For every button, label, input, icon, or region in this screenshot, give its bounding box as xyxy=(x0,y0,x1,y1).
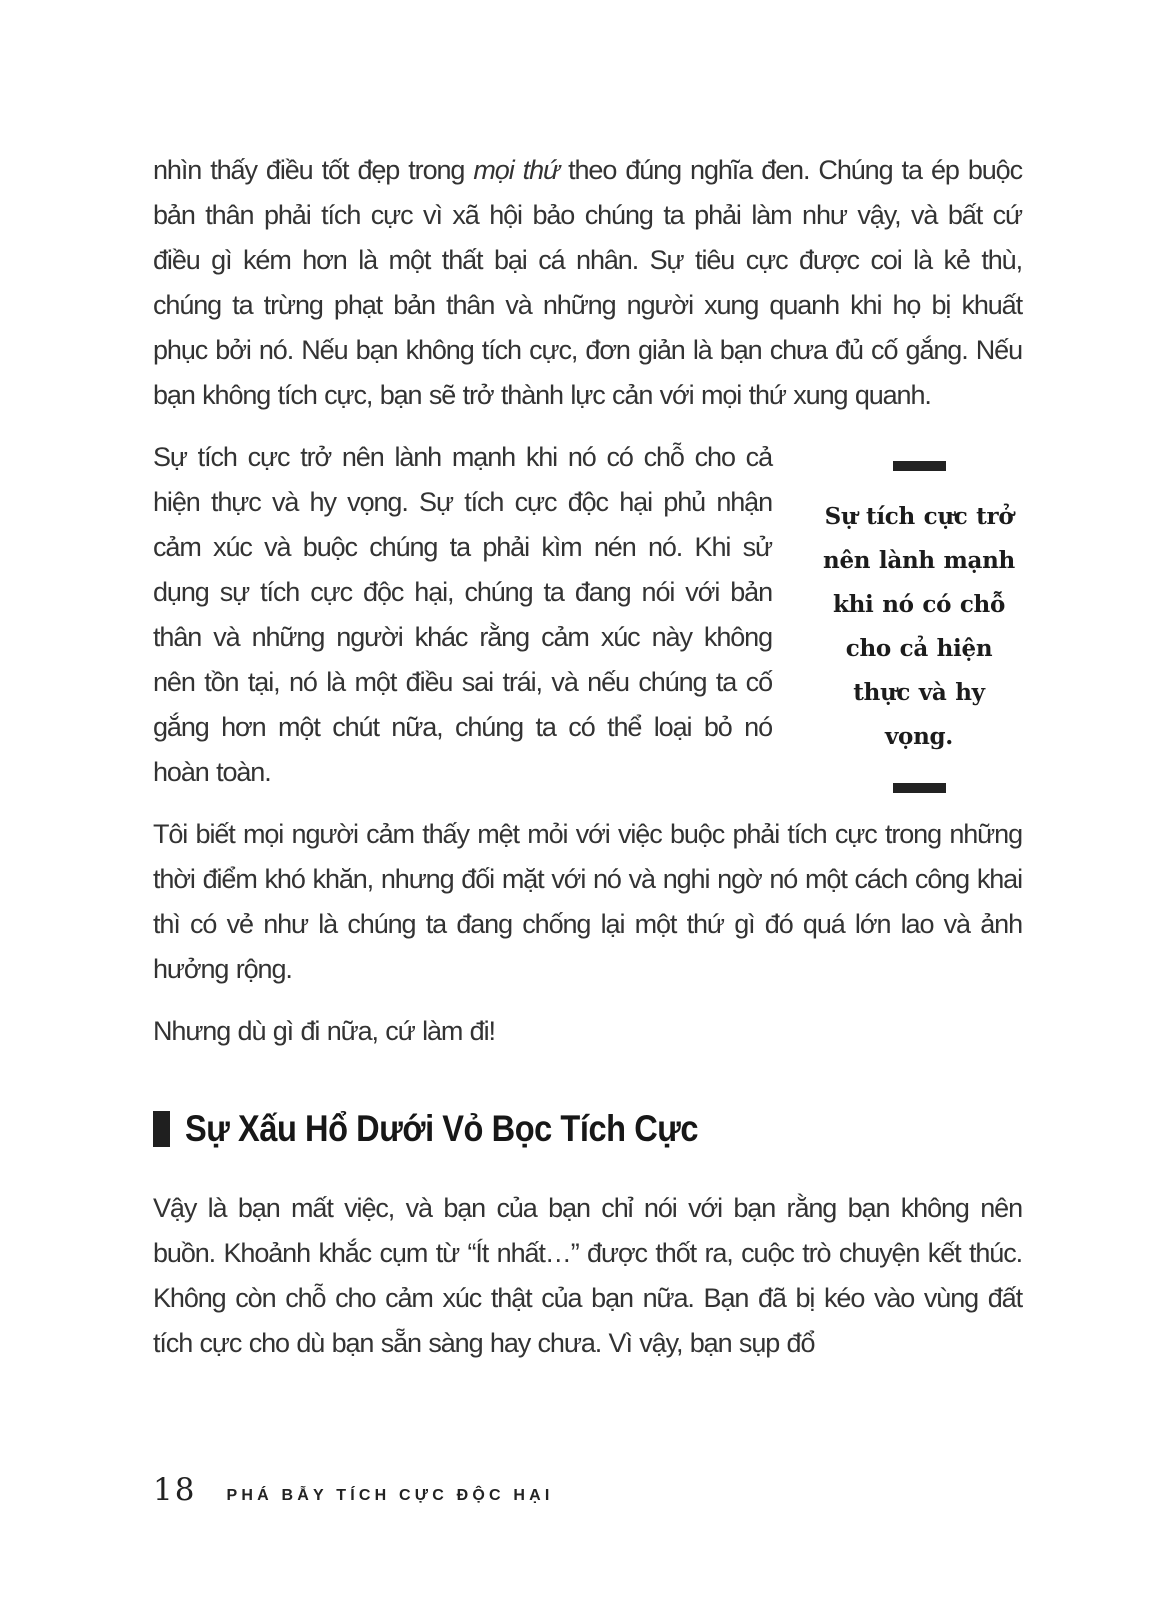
section-heading-text: Sự Xấu Hổ Dưới Vỏ Bọc Tích Cực xyxy=(185,1108,699,1149)
paragraph-4: Nhưng dù gì đi nữa, cứ làm đi! xyxy=(153,1016,495,1046)
paragraph-1-italic-phrase: mọi thứ xyxy=(473,155,560,185)
heading-marker-block xyxy=(153,1111,170,1147)
paragraph-1 xyxy=(153,148,1022,418)
paragraph-1-text-before: nhìn thấy điều tốt đẹp trong xyxy=(153,155,474,185)
paragraph-2-text: Sự tích cực trở nên lành mạnh khi nó có chỗ cho cả hiện thực và hy vọng. Sự tích cực độc hại phủ nhận cảm xúc và buộc chúng ta phải kìm nén nó. Khi sử dụng sự tích cực độc hại, chúng ta đang nói với bản thân và những người khác rằng cảm xúc này không nên tồn tại, nó là một điều sai trái, và nếu chúng ta cố gắng hơn một chút nữa, chúng ta có thể loại bỏ nó hoàn toàn. xyxy=(153,442,772,787)
page-number: 18 xyxy=(153,1472,197,1508)
paragraph-5: Vậy là bạn mất việc, và bạn của bạn chỉ nói với bạn rằng bạn không nên buồn. Khoảnh khắc cụm từ “Ít nhất…” được thốt ra, cuộc trò chuyện kết thúc. Không còn chỗ cho cảm xúc thật của bạn nữa. Bạn đã bị kéo vào vùng đất tích cực cho dù bạn sẵn sàng hay chưa. Vì vậy, bạn sụp đổ xyxy=(153,1193,1022,1358)
pull-quote xyxy=(816,461,1022,793)
section-heading xyxy=(153,1108,1022,1150)
paragraph-3: Tôi biết mọi người cảm thấy mệt mỏi với việc buộc phải tích cực trong những thời điểm khó khăn, nhưng đối mặt với nó và nghi ngờ nó một cách công khai thì có vẻ như là chúng ta đang chống lại một thứ gì đó quá lớn lao và ảnh hưởng rộng. xyxy=(153,819,1022,984)
pull-quote-top-rule xyxy=(893,461,946,471)
paragraph-2 xyxy=(153,435,1022,795)
paragraph-1-text-after: theo đúng nghĩa đen. Chúng ta ép buộc bản thân phải tích cực vì xã hội bảo chúng ta phải làm như vậy, và bất cứ điều gì kém hơn là một thất bại cá nhân. Sự tiêu cực được coi là kẻ thù, chúng ta trừng phạt bản thân và những người xung quanh khi họ bị khuất phục bởi nó. Nếu bạn không tích cực, đơn giản là bạn chưa đủ cố gắng. Nếu bạn không tích cực, bạn sẽ trở thành lực cản với mọi thứ xung quanh. xyxy=(153,155,1023,410)
page-content xyxy=(153,148,1022,1383)
running-title: PHÁ BẪY TÍCH CỰC ĐỘC HẠI xyxy=(226,1487,554,1504)
page-footer xyxy=(153,1472,554,1508)
pull-quote-bottom-rule xyxy=(893,783,946,793)
pull-quote-text: Sự tích cực trở nên lành mạnh khi nó có chỗ cho cả hiện thực và hy vọng. xyxy=(823,503,1015,750)
